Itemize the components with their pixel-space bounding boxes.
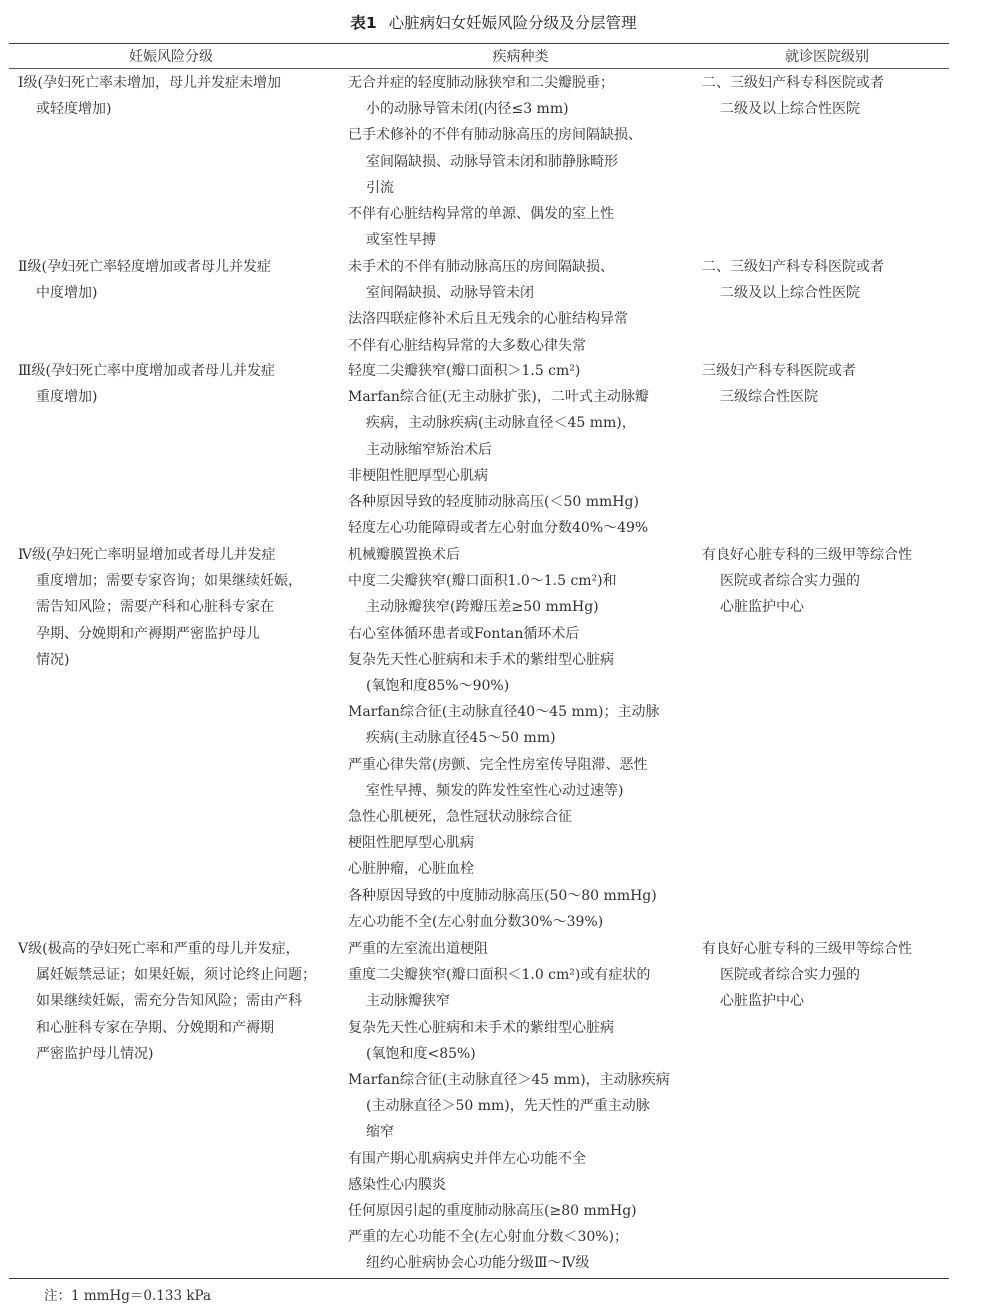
disease-item [348,1067,693,1146]
cell-line: 属妊娠禁忌证；如果妊娠，须讨论终止问题； [36,967,316,984]
cell-line: 医院或者综合实力强的 [720,967,860,984]
cell-line: 严重的左室流出道梗阻 [348,941,488,957]
cell-line: 有围产期心肌病病史并伴左心功能不全 [348,1150,586,1167]
cell-line: 左心功能不全(左心射血分数30%～39%) [348,913,604,930]
table-number: 表1 [350,14,377,32]
cell-line: 机械瓣膜置换术后 [348,547,460,563]
cell-disease-types [348,936,693,1277]
cell-line: Ⅲ级(孕妇死亡率中度增加或者母儿并发症 [18,363,275,379]
cell-line: 或轻度增加) [36,101,112,118]
cell-line: 未手术的不伴有肺动脉高压的房间隔缺损、 [348,259,614,275]
cell-hospital-level [702,936,952,1015]
header-hospital-level: 就诊医院级别 [785,49,869,65]
disease-item [348,515,693,541]
disease-item [348,201,693,253]
cell-line: 需告知风险；需要产科和心脏科专家在 [36,599,274,616]
cell-hospital-level [702,358,952,410]
cell-line: 法洛四联症修补术后且无残余的心脏结构异常 [348,311,628,328]
cell-risk-grade [18,936,324,1067]
disease-item [348,306,693,332]
cell-line: 不伴有心脏结构异常的大多数心律失常 [348,337,586,354]
cell-line: 二级及以上综合性医院 [720,101,860,118]
disease-item [348,699,693,751]
cell-line: 疾病(主动脉直径45～50 mm) [366,730,556,747]
cell-line: 心脏监护中心 [720,993,804,1010]
cell-line: Ⅱ级(孕妇死亡率轻度增加或者母儿并发症 [18,259,271,275]
cell-line: 心脏监护中心 [720,599,804,616]
header-disease-type: 疾病种类 [492,49,549,65]
disease-item [348,1198,693,1224]
disease-item [348,804,693,830]
disease-item [348,358,693,384]
cell-line: 重度二尖瓣狭窄(瓣口面积＜1.0 cm²)或有症状的 [348,967,651,984]
cell-line: Marfan综合征(无主动脉扩张)，二叶式主动脉瓣 [348,389,649,406]
cell-line: 复杂先天性心脏病和未手术的紫绀型心脏病 [348,651,614,668]
disease-item [348,463,693,489]
cell-line: 复杂先天性心脏病和未手术的紫绀型心脏病 [348,1019,614,1036]
cell-line: 已手术修补的不伴有肺动脉高压的房间隔缺损、 [348,127,642,144]
cell-line: 感染性心内膜炎 [348,1176,446,1193]
cell-line: 室间隔缺损、动脉导管未闭 [366,285,534,302]
cell-line: 疾病，主动脉疾病(主动脉直径＜45 mm)， [366,415,636,432]
cell-line: 医院或者综合实力强的 [720,573,860,590]
cell-line: 中度增加) [36,285,98,302]
disease-item [348,568,693,620]
cell-line: 主动脉瓣狭窄 [366,993,450,1010]
disease-item [348,384,693,463]
cell-disease-types [348,254,693,359]
cell-line: 轻度二尖瓣狭窄(瓣口面积＞1.5 cm²) [348,363,581,379]
cell-disease-types [348,70,693,253]
cell-line: 和心脏科专家在孕期、分娩期和产褥期 [36,1019,274,1036]
cell-line: 情况) [36,651,70,668]
disease-item [348,647,693,699]
cell-line: 非梗阻性肥厚型心肌病 [348,467,488,484]
cell-line: 三级妇产科专科医院或者 [702,363,856,379]
disease-item [348,962,693,1014]
cell-line: 任何原因引起的重度肺动脉高压(≥80 mmHg) [348,1203,637,1220]
cell-line: 不伴有心脏结构异常的单源、偶发的室上性 [348,206,614,223]
cell-line: 引流 [366,179,394,196]
cell-line: 各种原因导致的中度肺动脉高压(50～80 mmHg) [348,887,657,904]
cell-line: 梗阻性肥厚型心肌病 [348,835,474,852]
cell-hospital-level [702,542,952,621]
disease-item [348,254,693,306]
cell-line: (氧饱和度85%～90%) [366,678,510,695]
disease-item [348,1224,693,1276]
disease-item [348,122,693,201]
cell-line: Ⅴ级(极高的孕妇死亡率和严重的母儿并发症， [18,941,300,957]
disease-item [348,70,693,122]
cell-line: 严密监护母儿情况) [36,1045,154,1062]
disease-item [348,542,693,568]
cell-line: Marfan综合征(主动脉直径＞45 mm)，主动脉疾病 [348,1072,670,1089]
disease-item [348,621,693,647]
cell-line: 无合并症的轻度肺动脉狭窄和二尖瓣脱垂； [348,75,614,91]
cell-risk-grade [18,70,324,122]
cell-hospital-level [702,70,952,122]
cell-line: 重度增加；需要专家咨询；如果继续妊娠， [36,573,302,590]
table-caption [0,10,987,36]
cell-line: 二、三级妇产科专科医院或者 [702,259,884,275]
cell-line: 三级综合性医院 [720,389,818,406]
disease-item [348,856,693,882]
cell-line: 室间隔缺损、动脉导管未闭和肺静脉畸形 [366,153,618,170]
cell-line: Ⅰ级(孕妇死亡率未增加，母儿并发症未增加 [18,75,281,91]
cell-risk-grade [18,358,324,410]
disease-item [348,752,693,804]
cell-line: 小的动脉导管未闭(内径≤3 mm) [366,101,569,118]
table-header-rule [9,68,949,69]
table-note: 注：1 mmHg＝0.133 kPa [44,1288,212,1304]
cell-line: 有良好心脏专科的三级甲等综合性 [702,547,912,563]
disease-item [348,883,693,909]
disease-item [348,830,693,856]
cell-line: 严重的左心功能不全(左心射血分数＜30%)； [348,1229,629,1246]
cell-line: 右心室体循环患者或Fontan循环术后 [348,625,580,642]
cell-line: 中度二尖瓣狭窄(瓣口面积1.0～1.5 cm²)和 [348,573,617,590]
cell-line: 或室性早搏 [366,232,436,249]
cell-disease-types [348,542,693,935]
disease-item [348,489,693,515]
cell-line: 有良好心脏专科的三级甲等综合性 [702,941,912,957]
cell-risk-grade [18,542,324,673]
cell-disease-types [348,358,693,541]
cell-line: 重度增加) [36,389,98,406]
table-bottom-rule [9,1278,949,1279]
cell-line: 纽约心脏病协会心功能分级Ⅲ～Ⅳ级 [366,1255,590,1272]
disease-item [348,936,693,962]
disease-item [348,333,693,359]
cell-line: 心脏肿瘤，心脏血栓 [348,861,474,878]
cell-line: 急性心肌梗死，急性冠状动脉综合征 [348,809,572,826]
cell-line: (主动脉直径＞50 mm)，先天性的严重主动脉 [366,1098,650,1115]
disease-item [348,909,693,935]
cell-line: 轻度左心功能障碍或者左心射血分数40%～49% [348,520,649,537]
cell-line: Ⅳ级(孕妇死亡率明显增加或者母儿并发症 [18,547,276,563]
cell-line: 室性早搏、频发的阵发性室性心动过速等) [366,782,624,799]
disease-item [348,1015,693,1067]
cell-risk-grade [18,254,324,306]
cell-line: 二级及以上综合性医院 [720,285,860,302]
cell-line: 二、三级妇产科专科医院或者 [702,75,884,91]
disease-item [348,1146,693,1172]
cell-line: 主动脉缩窄矫治术后 [366,441,492,458]
cell-line: 各种原因导致的轻度肺动脉高压(＜50 mmHg) [348,494,639,511]
table-title: 心脏病妇女妊娠风险分级及分层管理 [388,14,637,32]
cell-line: (氧饱和度<85%) [366,1045,476,1062]
cell-line: Marfan综合征(主动脉直径40～45 mm)；主动脉 [348,704,660,721]
cell-line: 如果继续妊娠，需充分告知风险；需由产科 [36,993,302,1010]
disease-item [348,1172,693,1198]
header-risk-grade: 妊娠风险分级 [129,49,213,65]
cell-hospital-level [702,254,952,306]
cell-line: 缩窄 [366,1124,394,1141]
cell-line: 主动脉瓣狭窄(跨瓣压差≥50 mmHg) [366,599,599,616]
cell-line: 孕期、分娩期和产褥期严密监护母儿 [36,625,260,642]
table-top-rule [9,43,949,44]
cell-line: 严重心律失常(房颤、完全性房室传导阻滞、恶性 [348,756,648,773]
